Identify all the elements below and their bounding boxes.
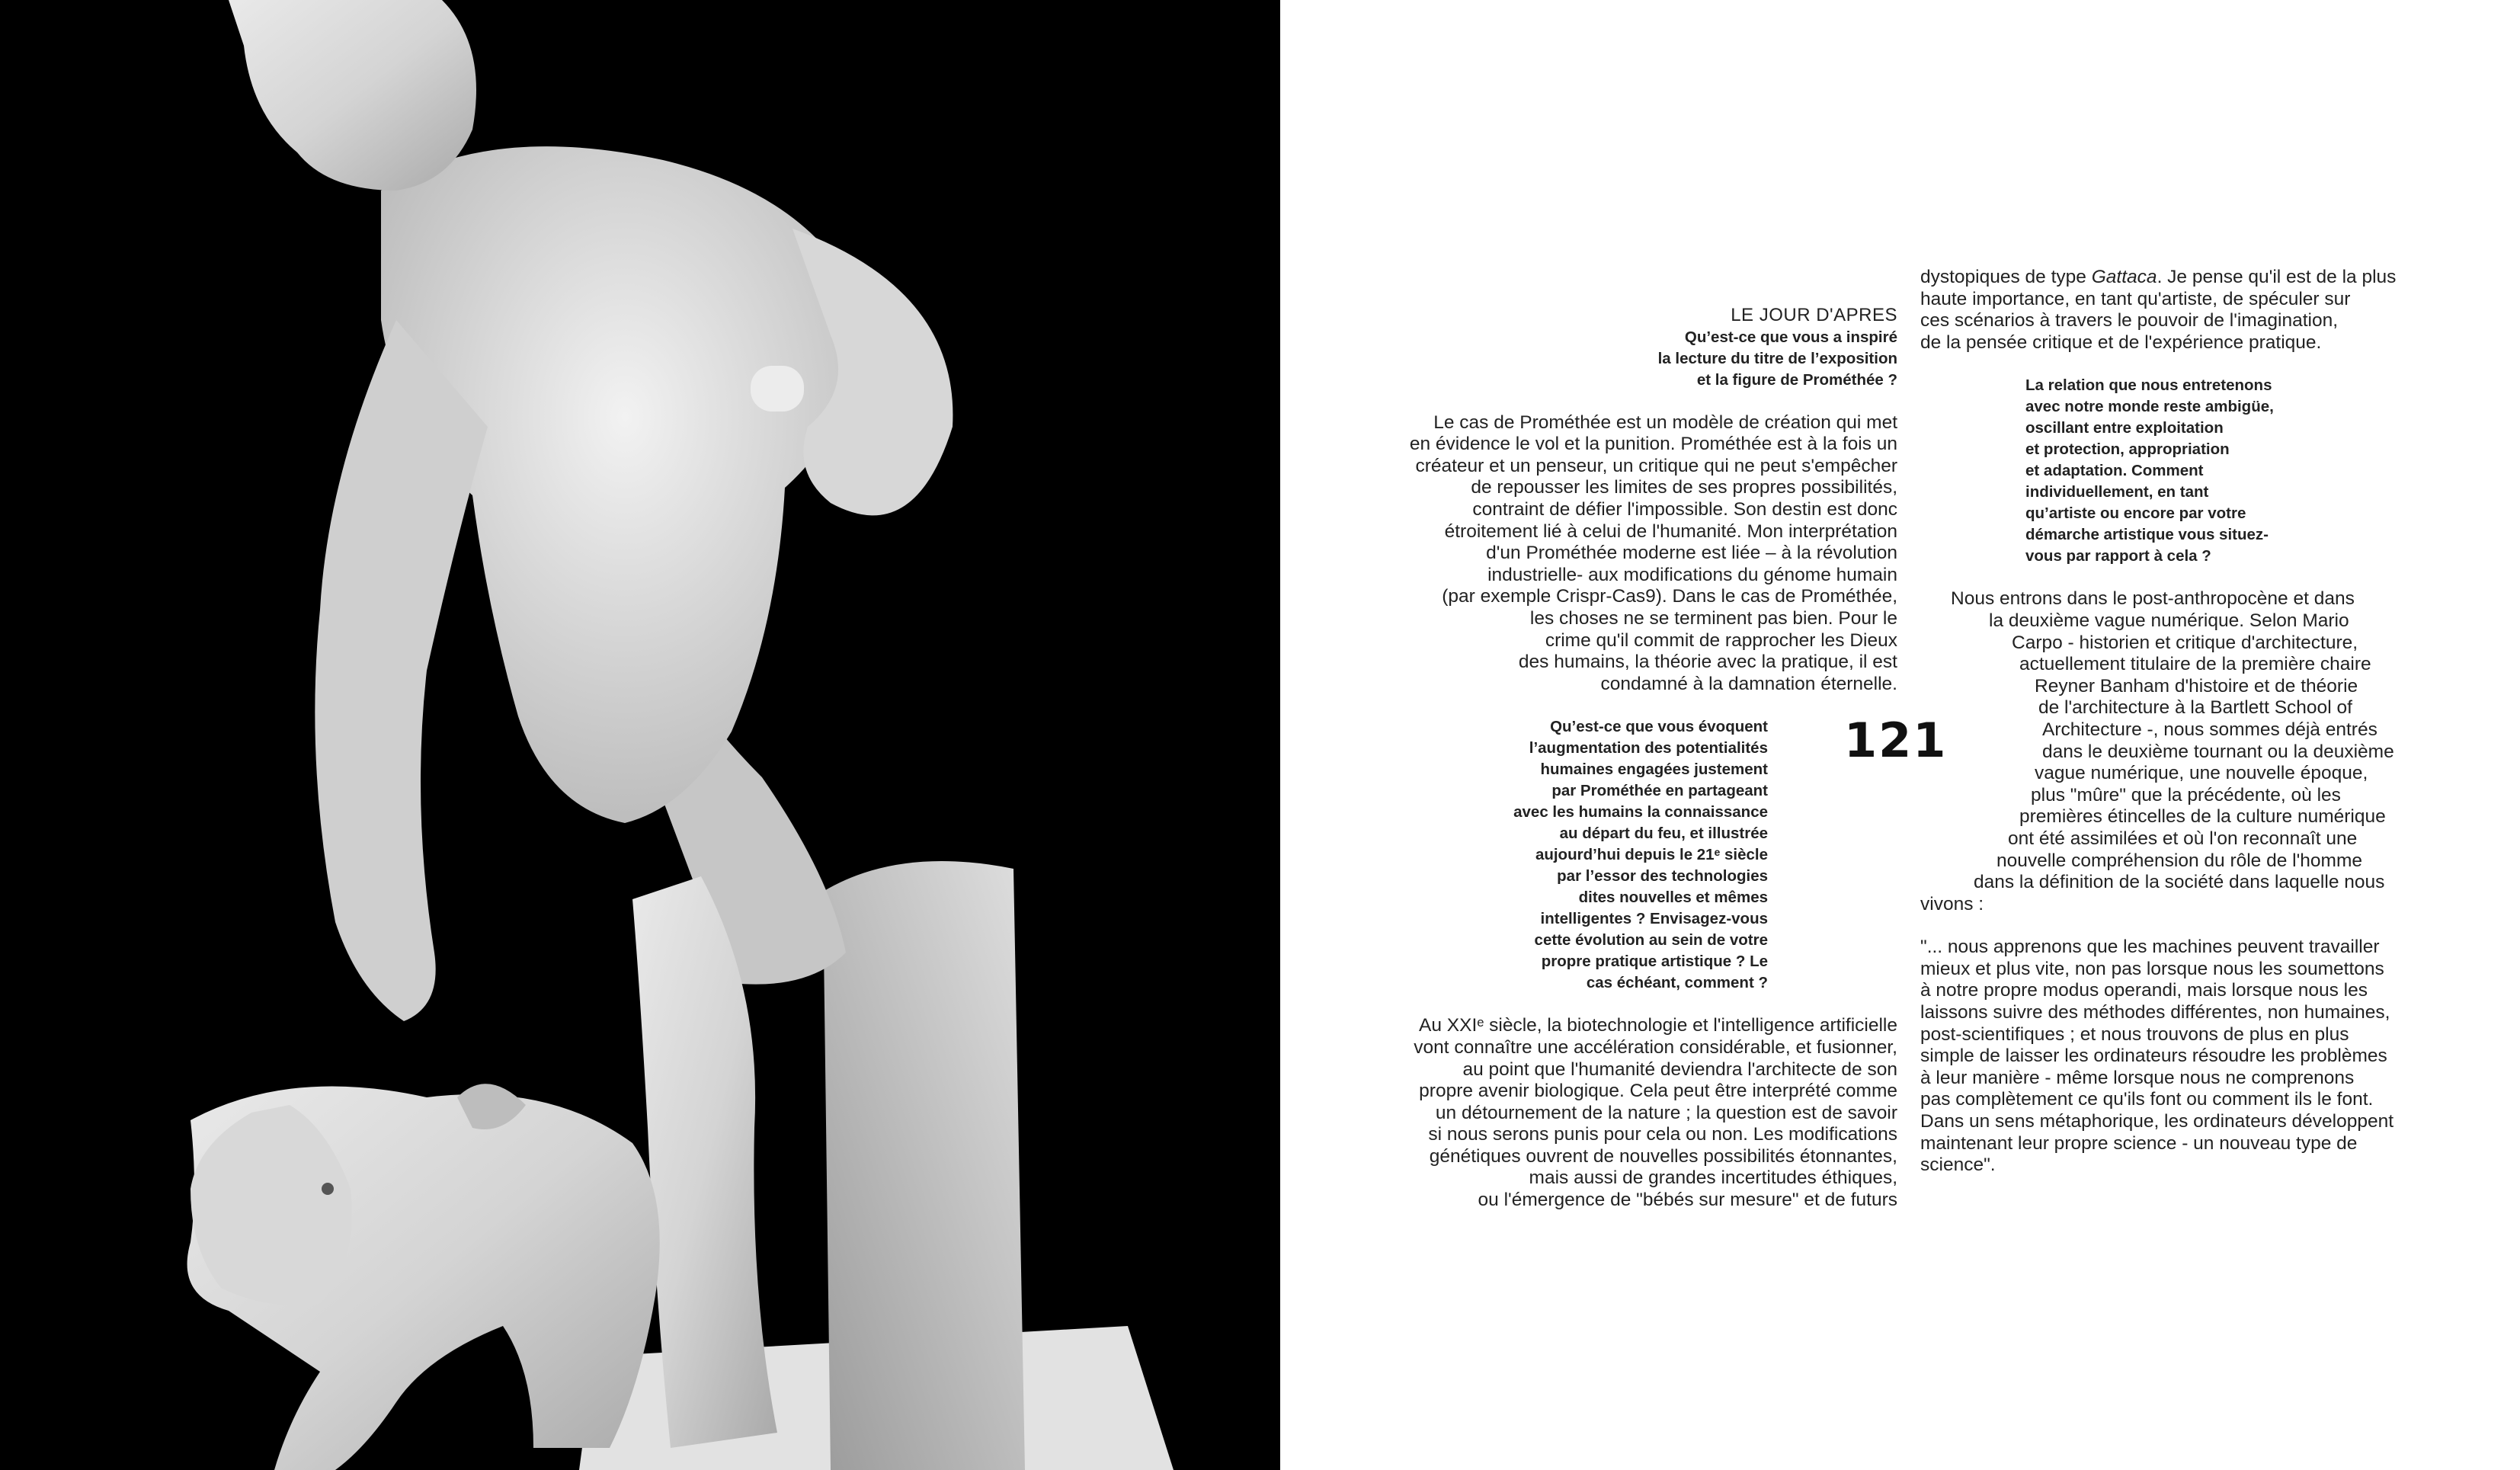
page-number: 121 xyxy=(1844,713,1948,768)
text-line: propre avenir biologique. Cela peut être interprété comme xyxy=(1419,1081,1897,1102)
text-line: mais aussi de grandes incertitudes éthiques, xyxy=(1529,1167,1897,1189)
text-line: (par exemple Crispr-Cas9). Dans le cas de Prométhée, xyxy=(1442,586,1897,607)
text-line: actuellement titulaire de la première chaire xyxy=(2019,654,2371,675)
text-line: Carpo - historien et critique d'architecture, xyxy=(2012,632,2358,653)
text-line: à notre propre modus operandi, mais lorsque nous les xyxy=(1920,980,2368,1001)
text-line: crime qu'il commit de rapprocher les Dieux xyxy=(1545,629,1897,651)
text-line: dans le deuxième tournant ou la deuxième xyxy=(2042,741,2394,762)
text-line: vont connaître une accélération considérable, et fusionner, xyxy=(1414,1036,1897,1058)
question-line: l’augmentation des potentialités xyxy=(1529,739,1768,757)
text-line: la deuxième vague numérique. Selon Mario xyxy=(1989,610,2349,631)
question-line: démarche artistique vous situez- xyxy=(2025,526,2269,544)
answer-paragraph-3 xyxy=(1920,588,2438,915)
question-3 xyxy=(2025,375,2438,567)
text-line: plus "mûre" que la précédente, où les xyxy=(2031,784,2341,805)
text-line: dystopiques de type Gattaca. Je pense qu'il est de la plus xyxy=(1920,267,2397,287)
text-line: des humains, la théorie avec la pratique, il est xyxy=(1518,652,1897,673)
text-line: de repousser les limites de ses propres possibilités, xyxy=(1471,477,1897,498)
text-line: de la pensée critique et de l'expérience pratique. xyxy=(1920,331,2322,353)
question-line: La relation que nous entretenons xyxy=(2025,376,2272,395)
quotation xyxy=(1920,937,2438,1177)
question-line: avec les humains la connaissance xyxy=(1513,803,1768,821)
question-line: aujourd’hui depuis le 21ᵉ siècle xyxy=(1535,846,1768,864)
text-line: "... nous apprenons que les machines peuvent travailler xyxy=(1920,937,2380,958)
text-line: ces scénarios à travers le pouvoir de l'imagination, xyxy=(1920,310,2339,331)
text-line: si nous serons punis pour cela ou non. Les modifications xyxy=(1428,1124,1897,1145)
question-line: cas échéant, comment ? xyxy=(1586,974,1768,992)
text-line: mieux et plus vite, non pas lorsque nous les soumettons xyxy=(1920,958,2384,979)
question-line: Qu’est-ce que vous évoquent xyxy=(1550,718,1768,736)
question-line: et la figure de Prométhée ? xyxy=(1696,370,1897,389)
section-heading: LE JOUR D'APRES xyxy=(1731,305,1897,325)
question-line: dites nouvelles et mêmes xyxy=(1578,889,1768,907)
text-line: simple de laisser les ordinateurs résoudre les problèmes xyxy=(1920,1046,2387,1067)
text-column-right xyxy=(1920,267,2438,1177)
question-line: Qu’est-ce que vous a inspiré xyxy=(1684,328,1897,346)
question-line: et protection, appropriation xyxy=(2025,440,2230,459)
question-line: par Prométhée en partageant xyxy=(1551,782,1768,800)
text-line: créateur et un penseur, un critique qui ne peut s'empêcher xyxy=(1415,455,1897,476)
text-line: ont été assimilées et où l'on reconnaît une xyxy=(2008,828,2358,849)
question-1 xyxy=(1364,327,1897,391)
question-line: intelligentes ? Envisagez-vous xyxy=(1540,910,1768,928)
text-line: Nous entrons dans le post-anthropocène et dans xyxy=(1951,588,2355,610)
text-line: Dans un sens métaphorique, les ordinateurs développent xyxy=(1920,1111,2394,1132)
text-line: Architecture -, nous sommes déjà entrés xyxy=(2042,719,2378,740)
text-line: Au XXIᵉ siècle, la biotechnologie et l'intelligence artificielle xyxy=(1419,1015,1897,1036)
text-line: au point que l'humanité deviendra l'architecte de son xyxy=(1462,1058,1897,1080)
text-line: Reyner Banham d'histoire et de théorie xyxy=(2035,675,2358,697)
text-line: contraint de défier l'impossible. Son destin est donc xyxy=(1472,498,1897,520)
text-line: premières étincelles de la culture numérique xyxy=(2019,806,2386,828)
question-line: et adaptation. Comment xyxy=(2025,462,2204,480)
question-line: par l’essor des technologies xyxy=(1557,867,1768,886)
question-line: au départ du feu, et illustrée xyxy=(1559,825,1768,843)
text-line: vivons : xyxy=(1920,893,1984,914)
text-line: à leur manière - même lorsque nous ne comprenons xyxy=(1920,1067,2355,1088)
text-line: Le cas de Prométhée est un modèle de création qui met xyxy=(1433,412,1897,433)
text-line: de l'architecture à la Bartlett School of xyxy=(2038,697,2352,719)
text-line: ou l'émergence de "bébés sur mesure" et de futurs xyxy=(1478,1190,1897,1211)
question-line: cette évolution au sein de votre xyxy=(1534,931,1768,950)
text-line: condamné à la damnation éternelle. xyxy=(1600,673,1897,694)
film-title: Gattaca xyxy=(2091,267,2157,287)
text-line: en évidence le vol et la punition. Prométhée est à la fois un xyxy=(1409,434,1897,455)
question-line: qu’artiste ou encore par votre xyxy=(2025,504,2246,523)
text-line: dans la définition de la société dans laquelle nous xyxy=(1974,872,2385,893)
text-line: nouvelle compréhension du rôle de l'homme xyxy=(1996,850,2362,871)
text-line: post-scientifiques ; et nous trouvons de plus en plus xyxy=(1920,1023,2349,1045)
text-line: d'un Prométhée moderne est liée – à la révolution xyxy=(1486,543,1897,564)
text-line: maintenant leur propre science - un nouveau type de xyxy=(1920,1132,2358,1154)
text-column-left xyxy=(1364,305,1897,1212)
text-line: pas complètement ce qu'ils font ou comment ils le font. xyxy=(1920,1089,2374,1110)
text-line: génétiques ouvrent de nouvelles possibilités étonnantes, xyxy=(1429,1145,1897,1167)
answer-paragraph-2-continued xyxy=(1920,267,2438,354)
text-line: vague numérique, une nouvelle époque, xyxy=(2035,763,2368,784)
question-line: individuellement, en tant xyxy=(2025,483,2209,501)
question-line: humaines engagées justement xyxy=(1540,761,1768,779)
text-line: les choses ne se terminent pas bien. Pour le xyxy=(1529,607,1897,629)
question-2 xyxy=(1364,716,1768,994)
answer-paragraph-1 xyxy=(1364,412,1897,696)
question-line: avec notre monde reste ambigüe, xyxy=(2025,398,2274,416)
question-line: oscillant entre exploitation xyxy=(2025,419,2224,437)
text-line: un détournement de la nature ; la question est de savoir xyxy=(1435,1102,1897,1123)
text-line: science". xyxy=(1920,1155,1996,1176)
text-line: laissons suivre des méthodes différentes, non humaines, xyxy=(1920,1002,2390,1023)
question-line: propre pratique artistique ? Le xyxy=(1541,953,1768,971)
text-line: haute importance, en tant qu'artiste, de spéculer sur xyxy=(1920,288,2351,309)
question-line: la lecture du titre de l’exposition xyxy=(1657,349,1897,367)
text-line: étroitement lié à celui de l'humanité. Mon interprétation xyxy=(1444,520,1897,542)
question-line: vous par rapport à cela ? xyxy=(2025,547,2211,565)
answer-paragraph-2 xyxy=(1364,1015,1897,1211)
text-line: industrielle- aux modifications du génome humain xyxy=(1487,564,1897,585)
